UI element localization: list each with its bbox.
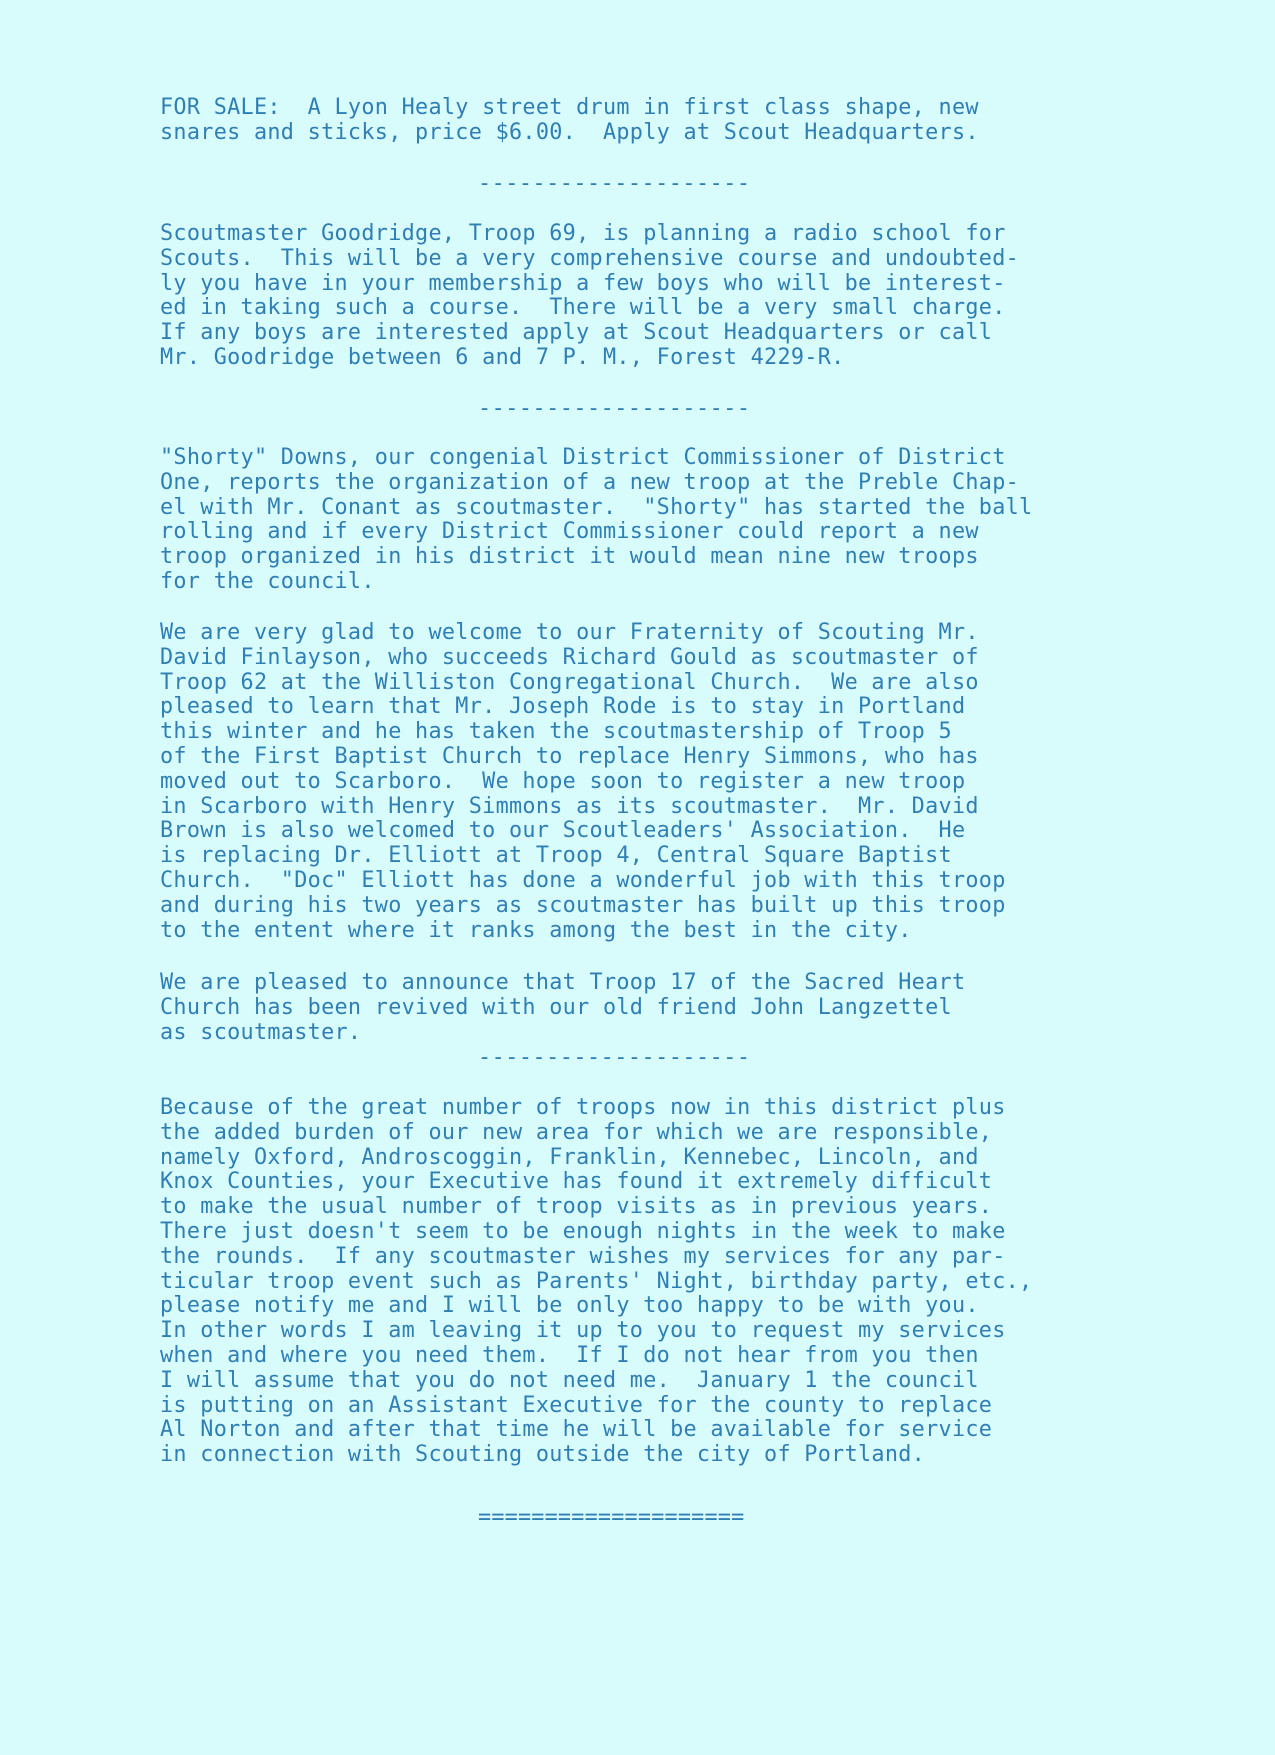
separator-double: ====================: [478, 1505, 745, 1530]
radio-school-paragraph: Scoutmaster Goodridge, Troop 69, is planning a radio school for Scouts. This will be a very comprehensive course and undoubted- ly you have in your membership a few boys who will be interest- ed in taking such a course. There will be a very small charge. If any boys are interested apply at Scout Headquarters or call Mr. Goodridge between 6 and 7 P. M., Forest 4229-R.: [160, 221, 1020, 370]
separator-dashes-3: --------------------: [478, 1045, 751, 1070]
troop-17-paragraph: We are pleased to announce that Troop 17 of the Sacred Heart Church has been revived with our old friend John Langzettel as scoutmaster.: [160, 970, 966, 1045]
separator-dashes-1: --------------------: [478, 171, 751, 196]
for-sale-notice: FOR SALE: A Lyon Healy street drum in first class shape, new snares and sticks, price $6.00. Apply at Scout Headquarters.: [160, 95, 979, 145]
shorty-downs-paragraph: "Shorty" Downs, our congenial District Commissioner of District One, reports the organization of a new troop at the Preble Chap- el with Mr. Conant as scoutmaster. "Shorty" has started the ball rolling and if every District Commissioner could report a new troop organized in his district it would mean nine new troops for the council.: [160, 445, 1033, 594]
separator-dashes-2: --------------------: [478, 396, 751, 421]
welcome-paragraph: We are very glad to welcome to our Fraternity of Scouting Mr. David Finlayson, who succeeds Richard Gould as scoutmaster of Troop 62 at the Williston Congregational Church. We are also pleased to learn that Mr. Joseph Rode is to stay in Portland this winter and he has taken the scoutmastership of Troop 5 of the First Baptist Church to replace Henry Simmons, who has moved out to Scarboro. We hope soon to register a new troop in Scarboro with Henry Simmons as its scoutmaster. Mr. David Brown is also welcomed to our Scoutleaders' Association. He is replacing Dr. Elliott at Troop 4, Central Square Baptist Church. "Doc" Elliott has done a wonderful job with this troop and during his two years as scoutmaster has built up this troop to the entent where it ranks among the best in the city.: [160, 620, 1006, 943]
executive-paragraph: Because of the great number of troops now in this district plus the added burden of our new area for which we are responsible, namely Oxford, Androscoggin, Franklin, Kennebec, Lincoln, and Knox Counties, your Executive has found it extremely difficult to make the usual number of troop visits as in previous years. There just doesn't seem to be enough nights in the week to make the rounds. If any scoutmaster wishes my services for any par- ticular troop event such as Parents' Night, birthday party, etc., please notify me and I will be only too happy to be with you. In other words I am leaving it up to you to request my services when and where you need them. If I do not hear from you then I will assume that you do not need me. January 1 the council is putting on an Assistant Executive for the county to replace Al Norton and after that time he will be available for service in connection with Scouting outside the city of Portland.: [160, 1095, 1033, 1468]
